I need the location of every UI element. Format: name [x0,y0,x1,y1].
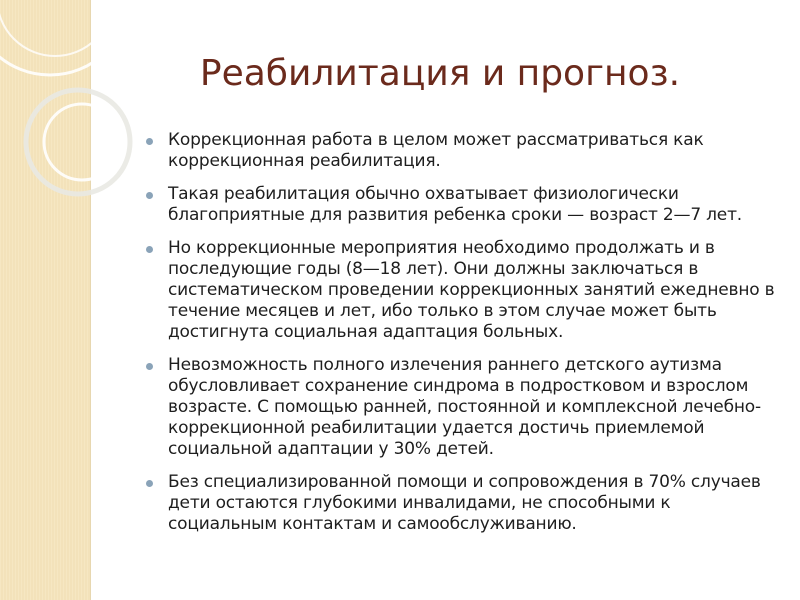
bullet-item [142,238,782,343]
bullet-text: Но коррекционные мероприятия необходимо продолжать и в последующие годы (8—18 лет). Они должны заключаться в систематическом проведении коррекционных занятий ежедневно в течение месяцев и лет, ибо только в этом случае может быть достигнута социальная адаптация больных. [168,238,775,342]
bullet-list [142,130,782,547]
slide-title: Реабилитация и прогноз. [199,53,681,94]
bullet-icon [146,363,153,370]
bullet-icon [146,480,153,487]
bullet-text: Без специализированной помощи и сопровождения в 70% случаев дети остаются глубокими инвалидами, не способными к социальным контактам и самообслуживанию. [168,472,761,534]
bullet-text: Невозможность полного излечения раннего детского аутизма обусловливает сохранение синдрома в подростковом и взрослом возрасте. С помощью ранней, постоянной и комплексной лечебно-коррекционной реабилитации удается достичь приемлемой социальной адаптации у 30% детей. [168,355,761,459]
bullet-item [142,184,782,226]
decorative-rings [0,0,160,600]
bullet-item [142,130,782,172]
bullet-icon [146,138,153,145]
bullet-item [142,355,782,460]
ring-top-inner [0,0,113,56]
ring-middle-inner [44,104,120,180]
bullet-icon [146,246,153,253]
bullet-item [142,472,782,535]
bullet-text: Такая реабилитация обычно охватывает физиологически благоприятные для развития ребенка сроки — возраст 2—7 лет. [168,184,742,225]
bullet-icon [146,192,153,199]
bullet-text: Коррекционная работа в целом может рассматриваться как коррекционная реабилитация. [168,130,704,171]
